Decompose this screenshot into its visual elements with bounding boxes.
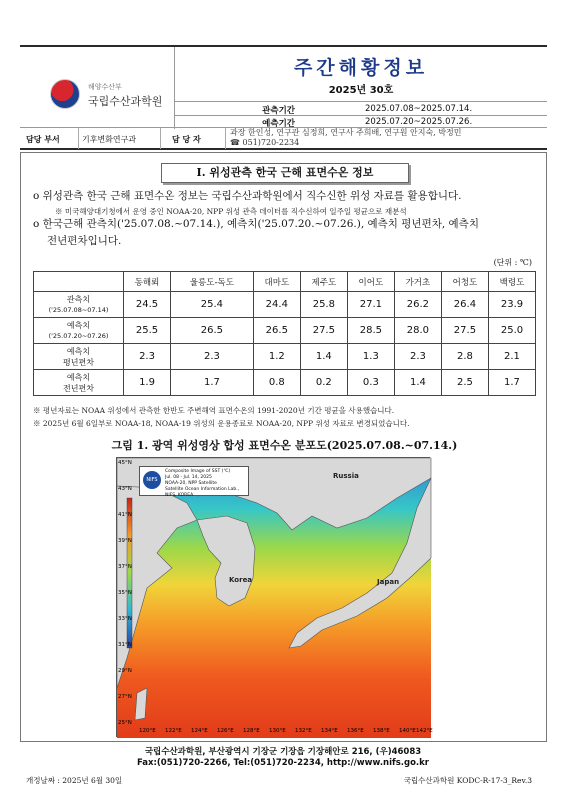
sst-map-image	[117, 458, 431, 738]
lat-tick: 37°N	[118, 564, 132, 570]
row-label-main: 예측치	[66, 372, 91, 382]
table-cell: 25.5	[124, 318, 171, 344]
table-cell: 1.3	[347, 344, 394, 370]
lat-tick: 41°N	[118, 512, 132, 518]
lat-tick: 43°N	[118, 486, 132, 492]
footer-address	[0, 747, 566, 769]
column-header: 이어도	[347, 272, 394, 292]
column-header: 어청도	[441, 272, 488, 292]
footer-contact-line: Fax:(051)720-2266, Tel:(051)720-2234, http://www.nifs.go.kr	[137, 758, 429, 768]
table-row	[34, 344, 536, 370]
section-title: I. 위성관측 한국 근해 표면수온 정보	[161, 163, 409, 183]
table-cell: 26.5	[171, 318, 254, 344]
lon-tick: 130°E	[269, 728, 286, 734]
color-bar	[127, 498, 132, 648]
legend-line: Jul. 08 - Jul. 14, 2025	[165, 475, 212, 480]
staff-list	[230, 128, 461, 148]
row-label-sub: 평년편차	[63, 357, 94, 367]
staff-names: 과장 한인성, 연구관 심정희, 연구사 주희배, 연구원 안지숙, 박정민	[230, 128, 462, 137]
lon-tick: 132°E	[295, 728, 312, 734]
table-cell: 2.1	[488, 344, 535, 370]
phone-number: ☎ 051)720-2234	[230, 138, 300, 147]
table-corner	[34, 272, 124, 292]
content-frame	[20, 152, 547, 742]
divider	[78, 128, 79, 149]
issue-number: 2025년 30호	[328, 85, 394, 96]
table-cell: 0.2	[300, 370, 347, 396]
title-box	[175, 47, 547, 129]
lat-tick: 39°N	[118, 538, 132, 544]
period-paragraph: o 한국근해 관측치('25.07.08.~07.14.), 예측치('25.07.20.~07.26.), 예측치 평년편차, 예측치	[33, 218, 479, 230]
table-cell: 1.2	[253, 344, 300, 370]
row-label	[34, 370, 124, 396]
legend-line: NOAA-20, NPP Satellite	[165, 481, 217, 486]
row-label	[34, 344, 124, 370]
lat-tick: 27°N	[118, 694, 132, 700]
table-cell: 26.2	[394, 292, 441, 318]
observation-period-label: 관측기간	[262, 106, 295, 116]
contact-info-bar	[20, 127, 547, 150]
lon-tick: 120°E	[139, 728, 156, 734]
row-label-sub: 전년편차	[63, 383, 94, 393]
person-label: 담 당 자	[172, 135, 201, 144]
table-cell: 28.0	[394, 318, 441, 344]
agency-ministry: 해양수산부	[88, 83, 122, 91]
table-cell: 2.8	[441, 344, 488, 370]
column-header: 동해뢰	[124, 272, 171, 292]
agency-logo-box	[20, 47, 175, 129]
lon-tick: 126°E	[217, 728, 234, 734]
figure-title: 그림 1. 광역 위성영상 합성 표면수온 분포도(2025.07.08.~07.14.)	[111, 439, 458, 452]
revision-date: 개정날짜 : 2025년 6월 30일	[26, 776, 123, 785]
row-label	[34, 292, 124, 318]
table-cell: 25.8	[300, 292, 347, 318]
column-header: 백령도	[488, 272, 535, 292]
lon-tick: 138°E	[373, 728, 390, 734]
column-header: 제주도	[300, 272, 347, 292]
table-cell: 24.4	[253, 292, 300, 318]
footer-address-line: 국립수산과학원, 부산광역시 기장군 기장읍 기장해안로 216, (우)46083	[144, 747, 422, 757]
legend-text	[165, 469, 239, 499]
lat-tick: 25°N	[118, 720, 132, 726]
table-cell: 25.4	[171, 292, 254, 318]
lon-tick: 122°E	[165, 728, 182, 734]
lon-tick: 140°E	[399, 728, 416, 734]
table-cell: 2.3	[124, 344, 171, 370]
table-cell: 26.5	[253, 318, 300, 344]
table-row	[34, 292, 536, 318]
row-label-main: 관측치	[66, 294, 91, 304]
table-cell: 28.5	[347, 318, 394, 344]
row-label-main: 예측치	[66, 320, 91, 330]
table-row	[34, 370, 536, 396]
lat-tick: 33°N	[118, 616, 132, 622]
government-emblem-icon	[50, 79, 80, 109]
lon-tick: 142°E	[416, 728, 433, 734]
dept-label: 담당 부서	[26, 135, 60, 144]
intro-note: ※ 미국해양대기청에서 운영 중인 NOAA-20, NPP 위성 관측 데이터를 직수신하여 일주일 평균으로 재분석	[55, 207, 407, 216]
report-title: 주간해황정보	[293, 57, 429, 79]
table-cell: 1.7	[488, 370, 535, 396]
lon-tick: 124°E	[191, 728, 208, 734]
table-cell: 1.4	[394, 370, 441, 396]
row-label-main: 예측치	[66, 346, 91, 356]
divider	[175, 101, 547, 102]
footnote-satellite-change: ※ 2025년 6월 6일부로 NOAA-18, NOAA-19 위성의 운용종료로 NOAA-20, NPP 위성 자료로 변경되었습니다.	[33, 419, 410, 428]
table-header-row	[34, 272, 536, 292]
lon-tick: 134°E	[321, 728, 338, 734]
table-cell: 2.3	[171, 344, 254, 370]
forecast-period-label: 예측기간	[262, 119, 295, 129]
footnote-normal-period: ※ 평년자료는 NOAA 위성에서 관측한 한반도 주변해역 표면수온의 1991-2020년 기간 평균을 사용했습니다.	[33, 406, 395, 415]
table-cell: 27.1	[347, 292, 394, 318]
nifs-logo-icon: NIFS	[143, 471, 161, 489]
lon-tick: 136°E	[347, 728, 364, 734]
intro-paragraph: o 위성관측 한국 근해 표면수온 정보는 국립수산과학원에서 직수신한 위성 자료를 활용합니다.	[33, 190, 462, 202]
taiwan-landmass	[135, 688, 147, 720]
document-number: 국립수산과학원 KODC-R-17-3_Rev.3	[403, 776, 532, 785]
divider	[160, 128, 161, 149]
table-cell: 0.8	[253, 370, 300, 396]
sst-table	[33, 271, 536, 396]
row-label-sub: ('25.07.20~07.26)	[48, 331, 109, 340]
lat-tick: 35°N	[118, 590, 132, 596]
report-header	[20, 45, 547, 127]
agency-name: 국립수산과학원	[88, 95, 163, 108]
table-cell: 2.5	[441, 370, 488, 396]
table-cell: 2.3	[394, 344, 441, 370]
table-row	[34, 318, 536, 344]
table-cell: 27.5	[300, 318, 347, 344]
map-legend	[139, 466, 249, 496]
lon-tick: 128°E	[243, 728, 260, 734]
legend-line: Satellite Ocean Information Lab.,	[165, 487, 240, 492]
sst-map	[116, 457, 433, 737]
table-cell: 0.3	[347, 370, 394, 396]
column-header: 가거초	[394, 272, 441, 292]
row-label-sub: ('25.07.08~07.14)	[48, 305, 109, 314]
table-cell: 25.0	[488, 318, 535, 344]
map-label-korea: Korea	[229, 576, 253, 584]
map-label-russia: Russia	[333, 472, 359, 480]
legend-line: NIFS, KOREA	[165, 493, 194, 498]
table-cell: 1.7	[171, 370, 254, 396]
table-cell: 1.9	[124, 370, 171, 396]
dept-value: 기후변화연구과	[82, 135, 137, 144]
forecast-period-value: 2025.07.20~2025.07.26.	[365, 117, 473, 127]
legend-line: Composite Image of SST (℃)	[165, 469, 231, 474]
table-cell: 26.4	[441, 292, 488, 318]
table-cell: 1.4	[300, 344, 347, 370]
table-cell: 23.9	[488, 292, 535, 318]
divider	[225, 128, 226, 149]
lat-tick: 29°N	[118, 668, 132, 674]
table-cell: 24.5	[124, 292, 171, 318]
period-paragraph-cont: 전년편차입니다.	[47, 235, 122, 247]
map-label-japan: Japan	[377, 578, 400, 586]
lat-tick: 45°N	[118, 460, 132, 466]
row-label	[34, 318, 124, 344]
table-cell: 27.5	[441, 318, 488, 344]
divider	[175, 115, 547, 116]
lat-tick: 31°N	[118, 642, 132, 648]
column-header: 울릉도-독도	[171, 272, 254, 292]
unit-label: (단위 : ℃)	[493, 258, 532, 267]
column-header: 대마도	[253, 272, 300, 292]
observation-period-value: 2025.07.08~2025.07.14.	[365, 104, 473, 114]
